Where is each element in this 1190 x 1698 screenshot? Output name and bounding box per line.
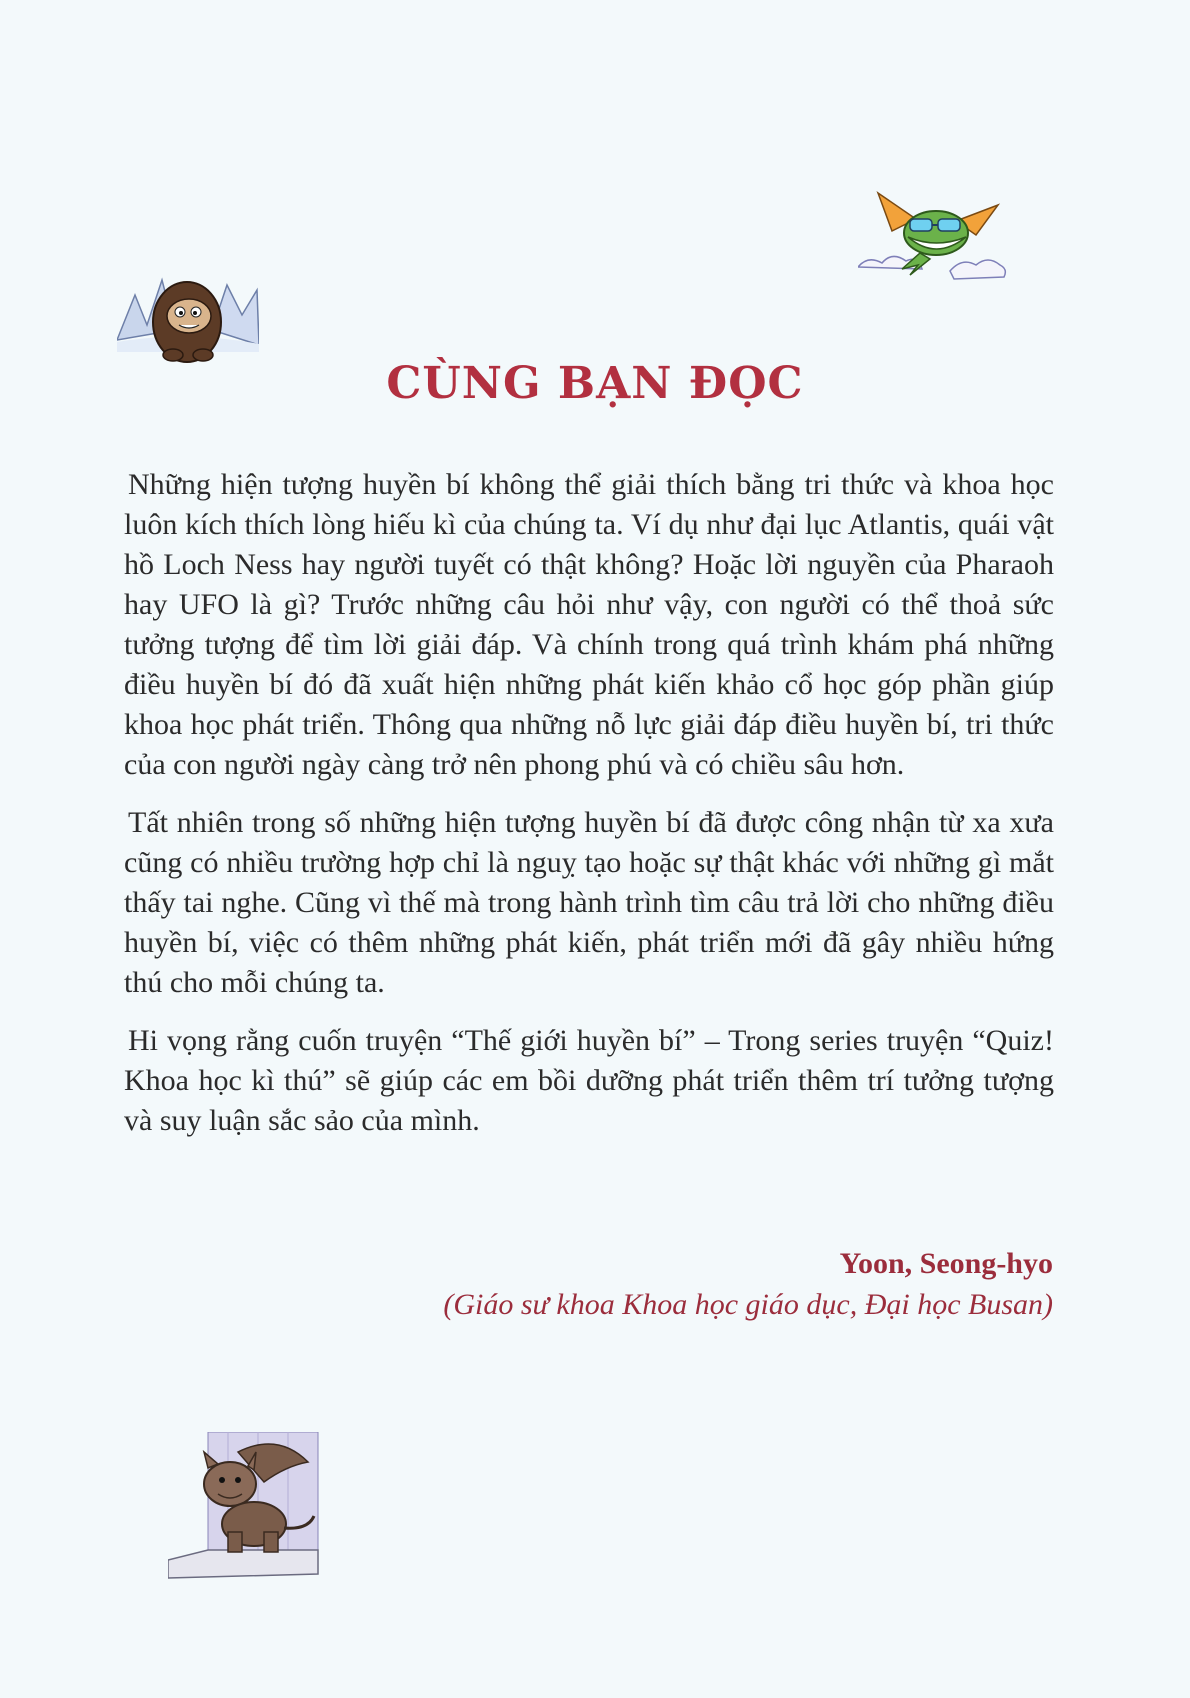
gargoyle-illustration — [168, 1432, 328, 1582]
paragraph-3: Hi vọng rằng cuốn truyện “Thế giới huyền bí” – Trong series truyện “Quiz! Khoa học kì thú” sẽ giúp các em bồi dưỡng phát triển thêm trí tưởng tượng và suy luận sắc sảo của mình. — [124, 1024, 1054, 1137]
gremlin-illustration — [858, 185, 1008, 281]
yeti-illustration — [117, 270, 259, 370]
author-affiliation: (Giáo sư khoa Khoa học giáo dục, Đại học Busan) — [443, 1288, 1053, 1321]
paragraph-1: Những hiện tượng huyền bí không thể giải thích bằng tri thức và khoa học luôn kích thích lòng hiếu kì của chúng ta. Ví dụ như đại lục Atlantis, quái vật hồ Loch Ness hay người tuyết có thật không? Hoặc lời nguyền của Pharaoh hay UFO là gì? Trước những câu hỏi như vậy, con người có thể thoả sức tưởng tượng để tìm lời giải đáp. Và chính trong quá trình khám phá những điều huyền bí đó đã xuất hiện những phát kiến khảo cổ học góp phần giúp khoa học phát triển. Thông qua những nỗ lực giải đáp điều huyền bí, tri thức của con người ngày càng trở nên phong phú và có chiều sâu hơn. — [124, 468, 1054, 781]
body-text — [124, 465, 1054, 1159]
paragraph-2: Tất nhiên trong số những hiện tượng huyền bí đã được công nhận từ xa xưa cũng có nhiều trường hợp chỉ là nguỵ tạo hoặc sự thật khác với những gì mắt thấy tai nghe. Cũng vì thế mà trong hành trình tìm câu trả lời cho những điều huyền bí, việc có thêm những phát kiến, phát triển mới đã gây nhiều hứng thú cho mỗi chúng ta. — [124, 806, 1054, 999]
page-title: CÙNG BẠN ĐỌC — [386, 358, 804, 409]
author-name: Yoon, Seong-hyo — [839, 1247, 1053, 1280]
